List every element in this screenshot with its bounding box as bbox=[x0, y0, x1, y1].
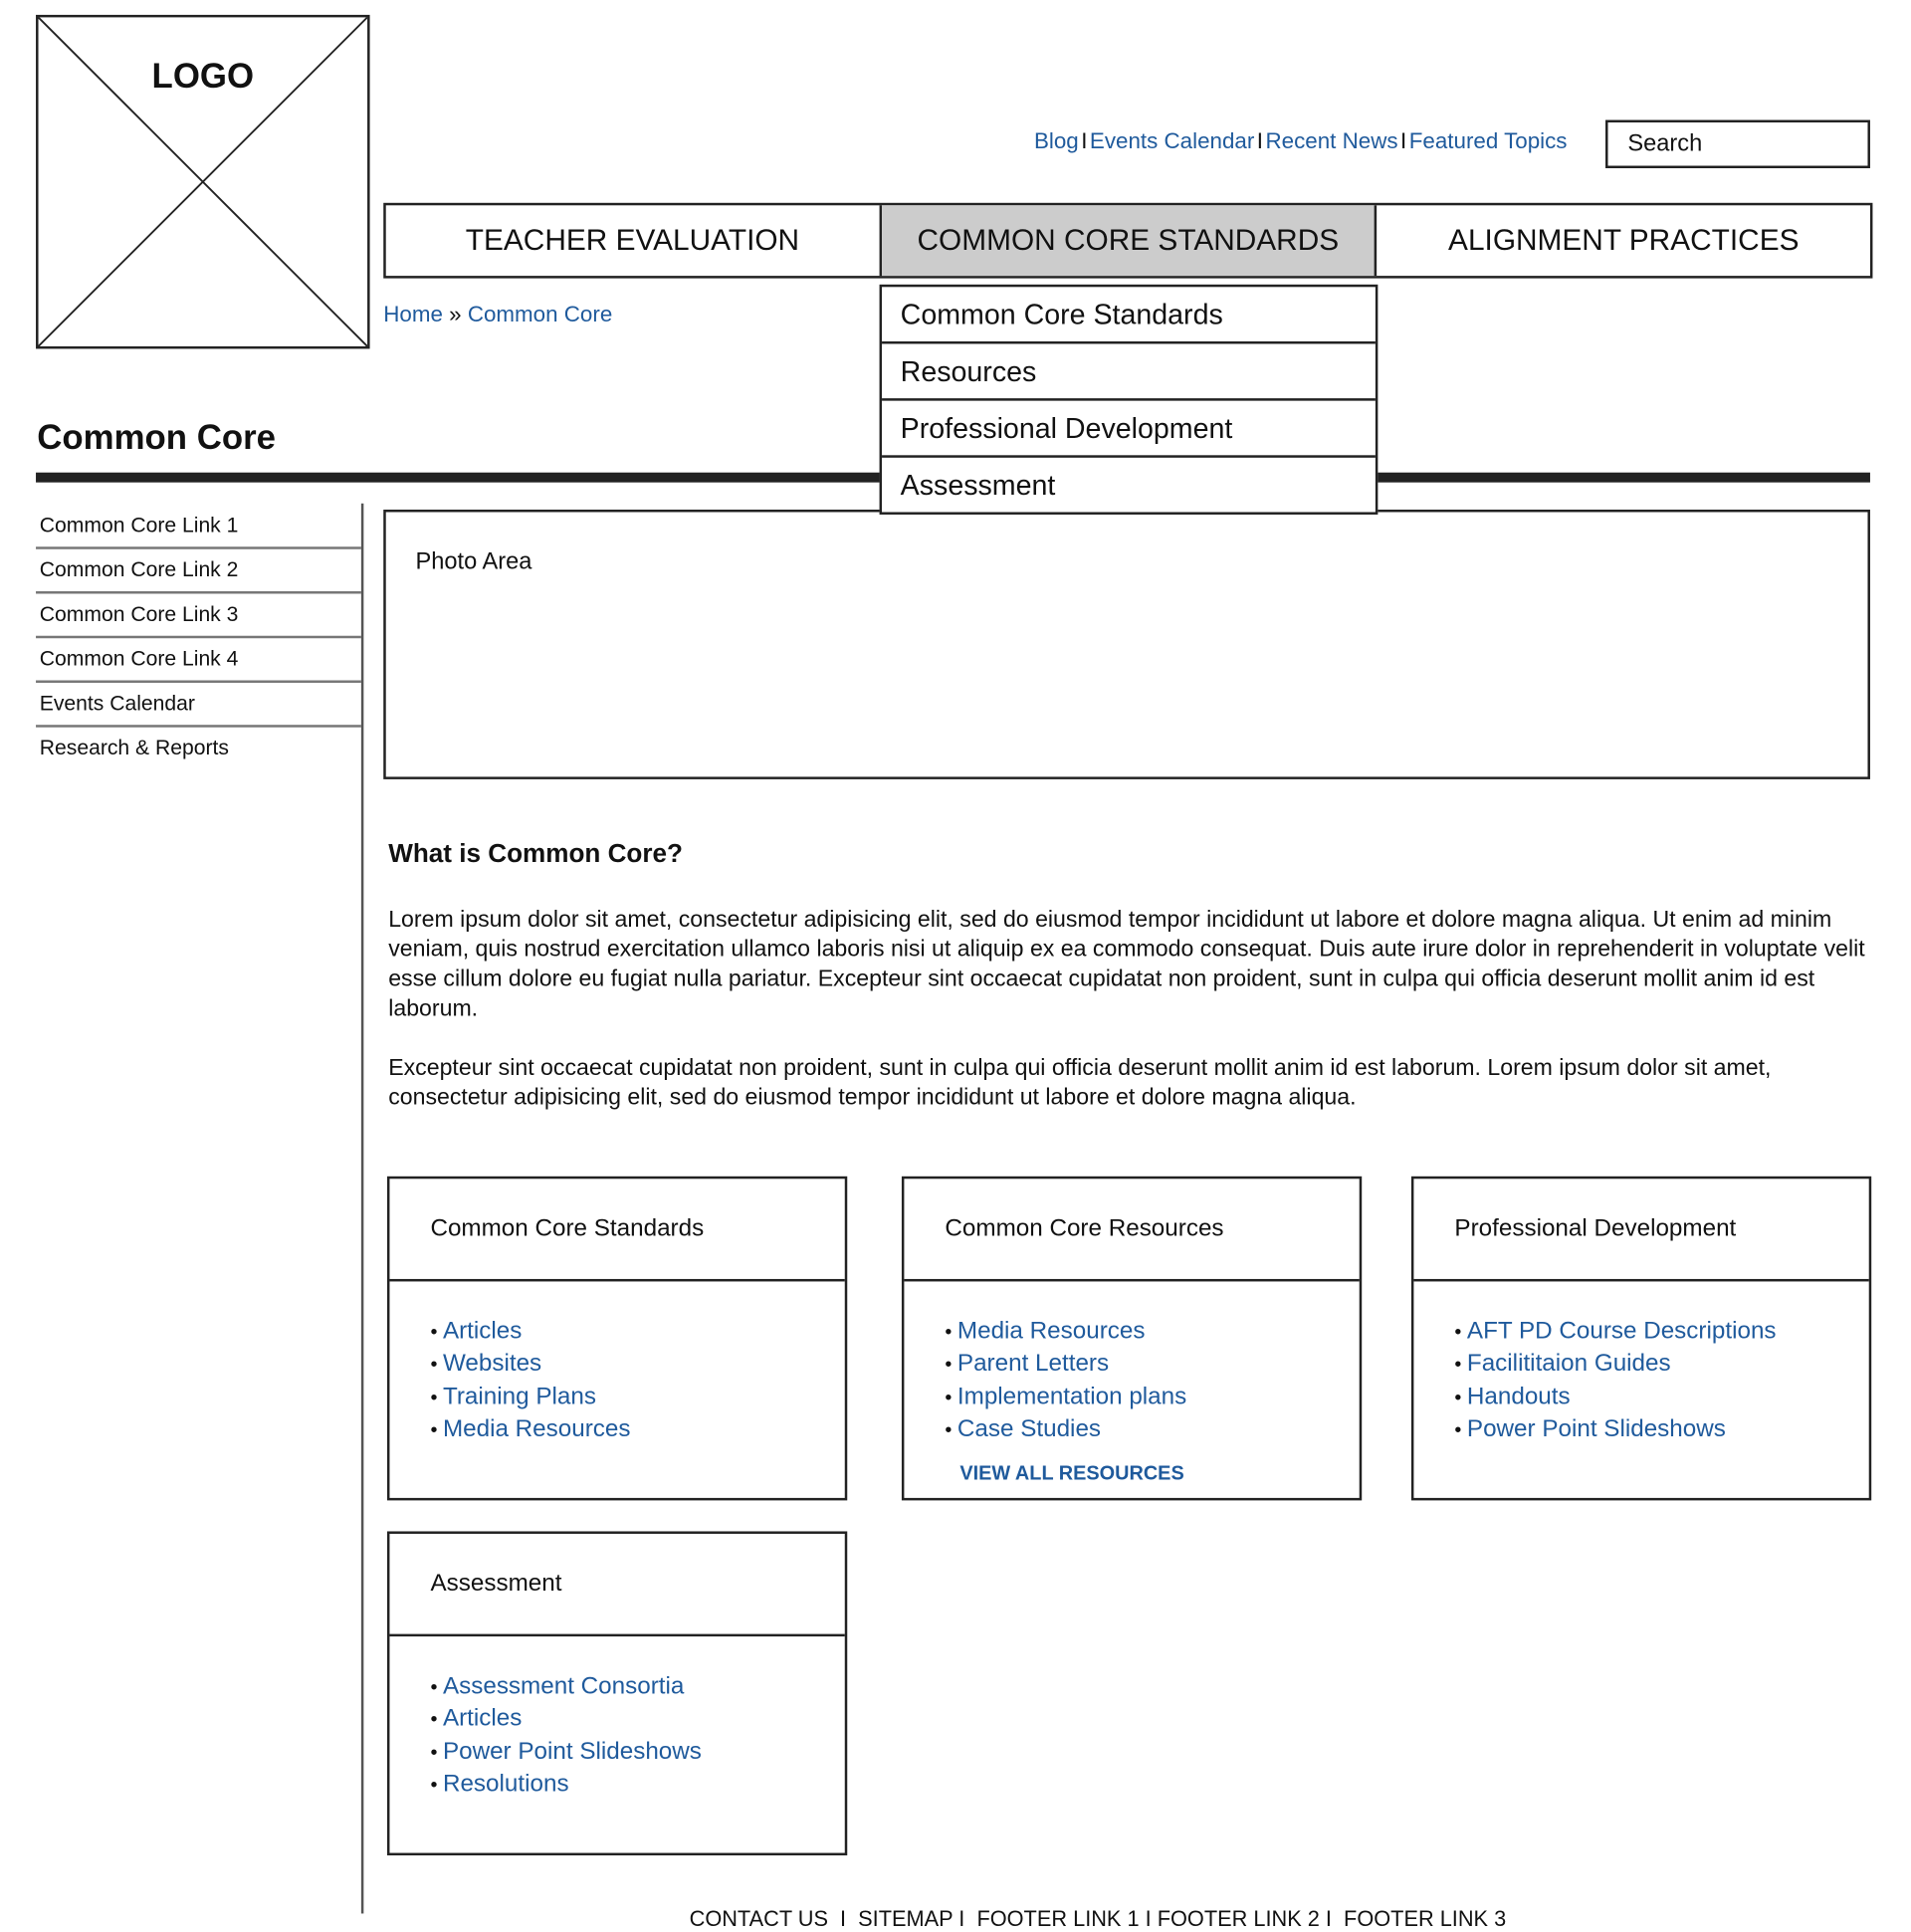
card-link[interactable]: Facilititaion Guides bbox=[1466, 1350, 1671, 1378]
card-title: Common Core Resources bbox=[904, 1179, 1359, 1281]
body-paragraph-2: Excepteur sint occaecat cupidatat non proident, sunt in culpa qui officia deserunt mollit anim id est laborum. Lorem ipsum dolor sit amet, consectetur adipisicing elit, sed do eiusmod tempor incididunt ut labore et dolore magna aliqua. bbox=[388, 1053, 1772, 1110]
card-assessment bbox=[387, 1531, 847, 1855]
card-link[interactable]: Parent Letters bbox=[956, 1350, 1110, 1378]
sidebar-item-link-4[interactable]: Common Core Link 4 bbox=[36, 638, 361, 683]
nav-common-core-standards[interactable]: COMMON CORE STANDARDS bbox=[882, 205, 1378, 276]
card-link[interactable]: Resolutions bbox=[442, 1770, 569, 1798]
card-link[interactable]: AFT PD Course Descriptions bbox=[1466, 1317, 1777, 1345]
card-common-core-standards bbox=[387, 1177, 847, 1501]
search-input[interactable] bbox=[1605, 120, 1870, 168]
dropdown-item-professional-development[interactable]: Professional Development bbox=[882, 401, 1376, 458]
breadcrumb-home[interactable]: Home bbox=[383, 302, 443, 327]
card-link[interactable]: Handouts bbox=[1466, 1382, 1571, 1410]
breadcrumb bbox=[383, 302, 612, 327]
sidebar-item-link-2[interactable]: Common Core Link 2 bbox=[36, 549, 361, 594]
card-common-core-resources bbox=[902, 1177, 1362, 1501]
footer-contact-us[interactable]: CONTACT US bbox=[689, 1906, 828, 1931]
footer-links: CONTACT US I SITEMAP I FOOTER LINK 1 I FOOTER LINK 2 I FOOTER LINK 3 bbox=[689, 1906, 1507, 1931]
sidebar-item-research-reports[interactable]: Research & Reports bbox=[39, 736, 229, 760]
logo-text: LOGO bbox=[141, 57, 265, 97]
card-title: Professional Development bbox=[1413, 1179, 1868, 1281]
view-all-resources-link[interactable]: VIEW ALL RESOURCES bbox=[959, 1463, 1184, 1485]
photo-area bbox=[383, 510, 1870, 779]
breadcrumb-current[interactable]: Common Core bbox=[467, 302, 613, 327]
card-link[interactable]: Articles bbox=[442, 1317, 523, 1345]
nav-teacher-evaluation[interactable]: TEACHER EVALUATION bbox=[386, 205, 882, 276]
events-calendar-link[interactable]: Events Calendar bbox=[1089, 128, 1255, 154]
card-link[interactable]: Power Point Slideshows bbox=[442, 1737, 702, 1765]
dropdown-item-resources[interactable]: Resources bbox=[882, 343, 1376, 400]
sidebar-item-link-3[interactable]: Common Core Link 3 bbox=[36, 593, 361, 638]
card-link[interactable]: Power Point Slideshows bbox=[1466, 1414, 1726, 1442]
card-link[interactable]: Training Plans bbox=[442, 1382, 596, 1410]
sidebar-divider bbox=[361, 504, 363, 1914]
card-link[interactable]: Articles bbox=[442, 1704, 523, 1733]
search-placeholder: Search bbox=[1627, 130, 1703, 157]
footer-link-1[interactable]: FOOTER LINK 1 bbox=[976, 1906, 1140, 1931]
main-nav bbox=[383, 203, 1872, 279]
sidebar-item-events-calendar[interactable]: Events Calendar bbox=[36, 683, 361, 728]
photo-area-label: Photo Area bbox=[415, 548, 532, 575]
footer-link-2[interactable]: FOOTER LINK 2 bbox=[1157, 1906, 1320, 1931]
body-paragraph-1: Lorem ipsum dolor sit amet, consectetur adipisicing elit, sed do eiusmod tempor incididunt ut labore et dolore magna aliqua. Ut enim ad minim veniam, quis nostrud exercitation ullamco laboris nisi ut aliquip ex ea commodo consequat. Duis aute irure dolor in reprehenderit in voluptate velit esse cillum dolore eu fugiat nulla pariatur. Excepteur sint occaecat cupidatat non proident, sunt in culpa qui officia deserunt mollit anim id est laborum. bbox=[388, 905, 1865, 1021]
card-title: Assessment bbox=[389, 1534, 844, 1636]
utility-links: Blog I Events Calendar I Recent News I Featured Topics bbox=[1033, 128, 1568, 154]
card-link[interactable]: Implementation plans bbox=[956, 1382, 1187, 1410]
sidebar-item-link-1[interactable]: Common Core Link 1 bbox=[36, 505, 361, 549]
card-link[interactable]: Media Resources bbox=[442, 1414, 631, 1442]
featured-topics-link[interactable]: Featured Topics bbox=[1408, 128, 1568, 154]
card-link[interactable]: Media Resources bbox=[956, 1317, 1146, 1345]
breadcrumb-separator: » bbox=[449, 302, 462, 327]
footer-sitemap[interactable]: SITEMAP bbox=[858, 1906, 954, 1931]
section-heading: What is Common Core? bbox=[388, 839, 683, 869]
sidebar bbox=[36, 505, 361, 769]
card-professional-development bbox=[1411, 1177, 1871, 1501]
logo-placeholder[interactable] bbox=[36, 15, 370, 349]
dropdown-item-assessment[interactable]: Assessment bbox=[900, 468, 1056, 501]
recent-news-link[interactable]: Recent News bbox=[1265, 128, 1398, 154]
card-link[interactable]: Case Studies bbox=[956, 1414, 1102, 1442]
blog-link[interactable]: Blog bbox=[1033, 128, 1079, 154]
nav-dropdown-menu bbox=[880, 285, 1379, 515]
card-link[interactable]: Assessment Consortia bbox=[442, 1672, 685, 1700]
footer-link-3[interactable]: FOOTER LINK 3 bbox=[1344, 1906, 1507, 1931]
dropdown-item-common-core-standards[interactable]: Common Core Standards bbox=[882, 287, 1376, 343]
page-title: Common Core bbox=[37, 418, 277, 457]
card-link[interactable]: Websites bbox=[442, 1350, 542, 1378]
nav-alignment-practices[interactable]: ALIGNMENT PRACTICES bbox=[1448, 223, 1800, 257]
card-title: Common Core Standards bbox=[389, 1179, 844, 1281]
